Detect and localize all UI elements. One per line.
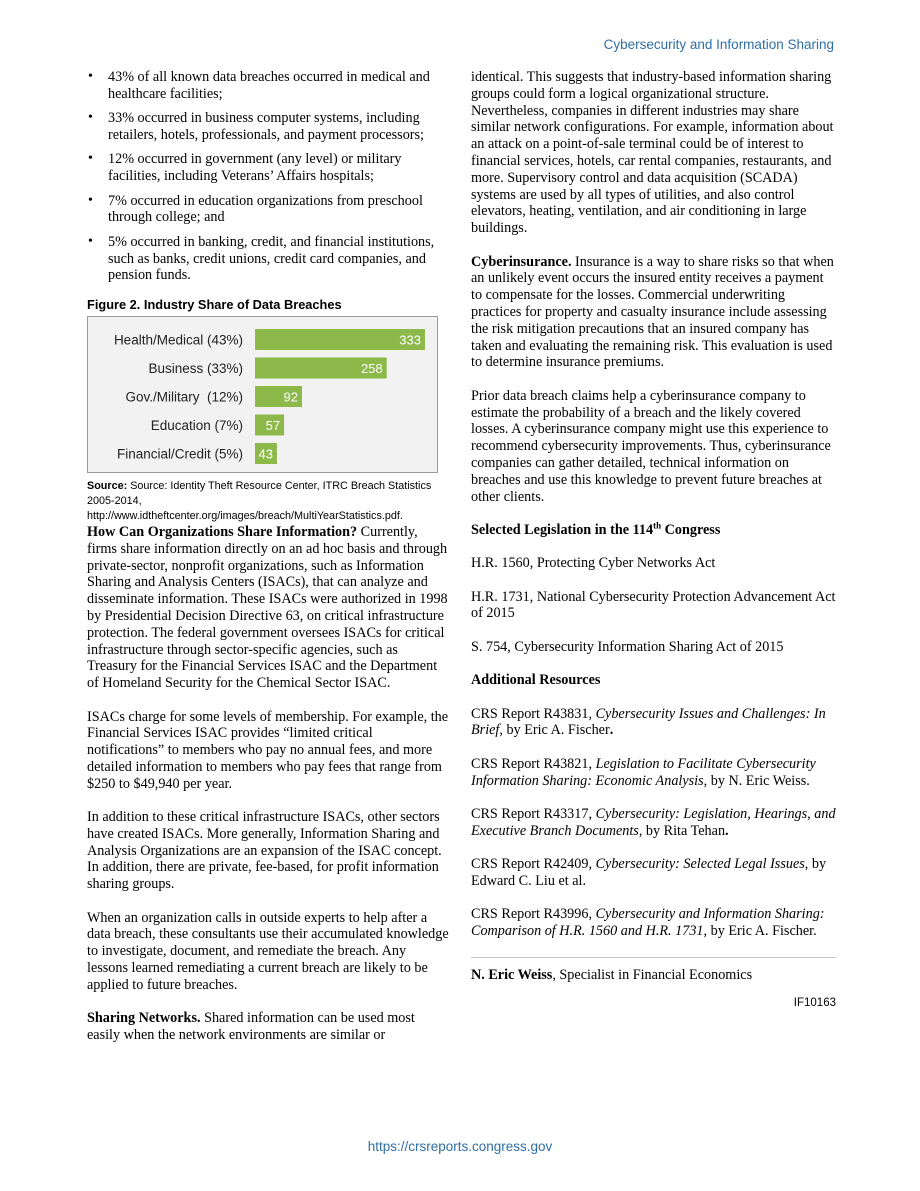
resource-prefix: CRS Report R43831, bbox=[471, 705, 596, 722]
resource-prefix: CRS Report R43821, bbox=[471, 755, 596, 772]
list-item: • 43% of all known data breaches occurred in medical and healthcare facilities; bbox=[87, 69, 449, 103]
resource-end: . bbox=[609, 722, 614, 739]
resource-prefix: CRS Report R43996, bbox=[471, 906, 596, 923]
paragraph-cyberinsurance bbox=[471, 254, 836, 372]
resource-prefix: CRS Report R43317, bbox=[471, 806, 596, 823]
source-label: Source: bbox=[87, 479, 128, 492]
bill-item: S. 754, Cybersecurity Information Sharing Act of 2015 bbox=[471, 638, 784, 655]
list-item: • 12% occurred in government (any level) or military facilities, including Veterans’ Affairs hospitals; bbox=[87, 151, 449, 185]
paragraph-isac-fees: ISACs charge for some levels of membership. For example, the Financial Services ISAC provides “limited critical notifications” to members who pay no annual fees, and more detailed information to members who pay fees that range from $250 to $49,940 per year. bbox=[87, 708, 449, 792]
paragraph-sharing-networks bbox=[87, 1010, 449, 1044]
data-label: 92 bbox=[283, 389, 298, 405]
resource-item bbox=[471, 906, 836, 940]
paragraph-outside-experts: When an organization calls in outside experts to help after a data breach, these consultants use their accumulated knowledge to investigate, document, and remediate the breach. Any lessons learned remediating a current breach are likely to be applied to future breaches. bbox=[87, 909, 449, 993]
author-name: N. Eric Weiss bbox=[471, 966, 553, 983]
bill-item: H.R. 1560, Protecting Cyber Networks Act bbox=[471, 555, 716, 572]
resource-author: , by Eric A. Fischer bbox=[499, 722, 610, 739]
data-label: 43 bbox=[258, 446, 273, 462]
footer-url[interactable]: https://crsreports.congress.gov bbox=[367, 1139, 553, 1154]
resource-prefix: CRS Report R42409, bbox=[471, 856, 596, 873]
resource-title: Legislation to Facilitate Cybersecurity Information Sharing: Economic Analysis bbox=[471, 755, 816, 789]
chart-canvas bbox=[88, 317, 439, 474]
paragraph-lead: Sharing Networks. bbox=[87, 1010, 201, 1027]
author-title: , Specialist in Financial Economics bbox=[552, 966, 753, 983]
paragraph-body: Shared information can be used most easily when the network environments are similar or bbox=[87, 1010, 415, 1044]
breach-share-list bbox=[87, 69, 449, 284]
left-column bbox=[87, 69, 449, 1060]
author-divider bbox=[471, 957, 836, 958]
category-label: Gov./Military (12%) bbox=[125, 389, 243, 405]
resource-title: Cybersecurity: Selected Legal Issues bbox=[595, 856, 805, 873]
bill-item: H.R. 1731, National Cybersecurity Protection Advancement Act of 2015 bbox=[471, 588, 836, 622]
figure-source bbox=[87, 479, 449, 524]
figure-title: Figure 2. Industry Share of Data Breaches bbox=[87, 297, 342, 313]
paragraph-network-similarity: identical. This suggests that industry-based information sharing groups could form a logical organizational structure. Nevertheless, companies in different industries may share similar network configurations. For example, information about an attack on a point-of-sale terminal could be of interest to financial services, hotels, car rental companies, restaurants, and more. Supervisory control and data acquisition (SCADA) systems are used by all types of utilities, and also control elevators, heating, ventilation, and air conditioning in large buildings. bbox=[471, 69, 834, 237]
product-code: IF10163 bbox=[793, 997, 836, 1010]
paragraph-share-information bbox=[87, 524, 449, 692]
legislation-heading bbox=[471, 522, 836, 539]
data-label: 333 bbox=[399, 332, 421, 348]
source-text: Source: Identity Theft Resource Center, ITRC Breach Statistics 2005-2014, http://www.idtheftcenter.org/images/breach/MultiYearStatistics.pdf. bbox=[87, 479, 432, 522]
resource-item bbox=[471, 706, 836, 740]
paragraph-lead: How Can Organizations Share Information? bbox=[87, 523, 358, 540]
right-column bbox=[471, 69, 836, 1012]
breach-share-chart bbox=[87, 316, 438, 473]
data-label: 258 bbox=[361, 360, 383, 376]
author-line bbox=[471, 967, 836, 984]
ordinal-suffix: th bbox=[653, 520, 662, 531]
category-label: Health/Medical (43%) bbox=[113, 332, 243, 348]
data-label: 57 bbox=[265, 417, 281, 433]
paragraph-body: Currently, firms share information directly on an ad hoc basis and through private-sector, nonprofit organizations, such as Information Sharing and Analysis Centers (ISACs), that can analyze and disseminate information. These ISACs were authorized in 1998 by Presidential Decision Directive 63, on critical infrastructure protection. The federal government oversees ISACs for critical infrastructure through sector-specific agencies, such as Treasury for the Financial Services ISAC and the Department of Homeland Security for the Chemical Sector ISAC. bbox=[87, 523, 448, 692]
resource-title: Cybersecurity and Information Sharing: Comparison of H.R. 1560 and H.R. 1731 bbox=[471, 906, 825, 940]
resource-title: Cybersecurity: Legislation, Hearings, and Executive Branch Documents bbox=[471, 806, 836, 839]
category-label: Education (7%) bbox=[150, 417, 243, 433]
resource-item bbox=[471, 756, 836, 790]
list-item: • 5% occurred in banking, credit, and financial institutions, such as banks, credit unions, credit card companies, and pension funds. bbox=[87, 234, 449, 284]
resource-author: , by N. Eric Weiss. bbox=[703, 772, 810, 789]
paragraph-other-isacs: In addition to these critical infrastructure ISACs, other sectors have created ISACs. More generally, Information Sharing and Analysis Organizations are an expansion of the ISAC concept. In addition, there are private, fee-based, for profit information sharing groups. bbox=[87, 809, 442, 893]
heading-text: Selected Legislation in the 114 bbox=[471, 521, 654, 538]
category-label: Business (33%) bbox=[148, 360, 243, 376]
resource-author: , by Edward C. Liu et al. bbox=[471, 856, 827, 890]
category-label: Financial/Credit (5%) bbox=[116, 446, 243, 462]
paragraph-lead: Cyberinsurance. bbox=[471, 253, 572, 270]
paragraph-body: Insurance is a way to share risks so that when an unlikely event occurs the insured entity receives a payment to compensate for the losses. Commercial underwriting practices for property and casualty insurance include assessing the risk mitigation precautions that an insured company has taken and evaluating the remaining risk. This evaluation is used to determine insurance premiums. bbox=[471, 253, 834, 371]
resource-title: Cybersecurity Issues and Challenges: In Brief bbox=[471, 705, 826, 739]
list-item: • 33% occurred in business computer systems, including retailers, hotels, professionals, and payment processors; bbox=[87, 110, 449, 144]
resource-item bbox=[471, 856, 836, 890]
list-item: • 7% occurred in education organizations from preschool through college; and bbox=[87, 193, 449, 227]
resource-author: , by Eric A. Fischer. bbox=[703, 923, 817, 940]
heading-text: Congress bbox=[661, 521, 721, 538]
resource-end: . bbox=[725, 822, 729, 839]
running-header: Cybersecurity and Information Sharing bbox=[603, 37, 834, 52]
resources-heading: Additional Resources bbox=[471, 672, 601, 689]
resource-author: , by Rita Tehan bbox=[638, 822, 726, 839]
paragraph-prior-claims: Prior data breach claims help a cyberinsurance company to estimate the probability of a breach and the likely covered losses. A cyberinsurance company might use this experience to recommend cybersecurity improvements. Thus, cyberinsurance companies can gather detailed, technical information on breaches and use this knowledge to prevent future breaches at other clients. bbox=[471, 387, 831, 505]
resource-item bbox=[471, 806, 836, 840]
